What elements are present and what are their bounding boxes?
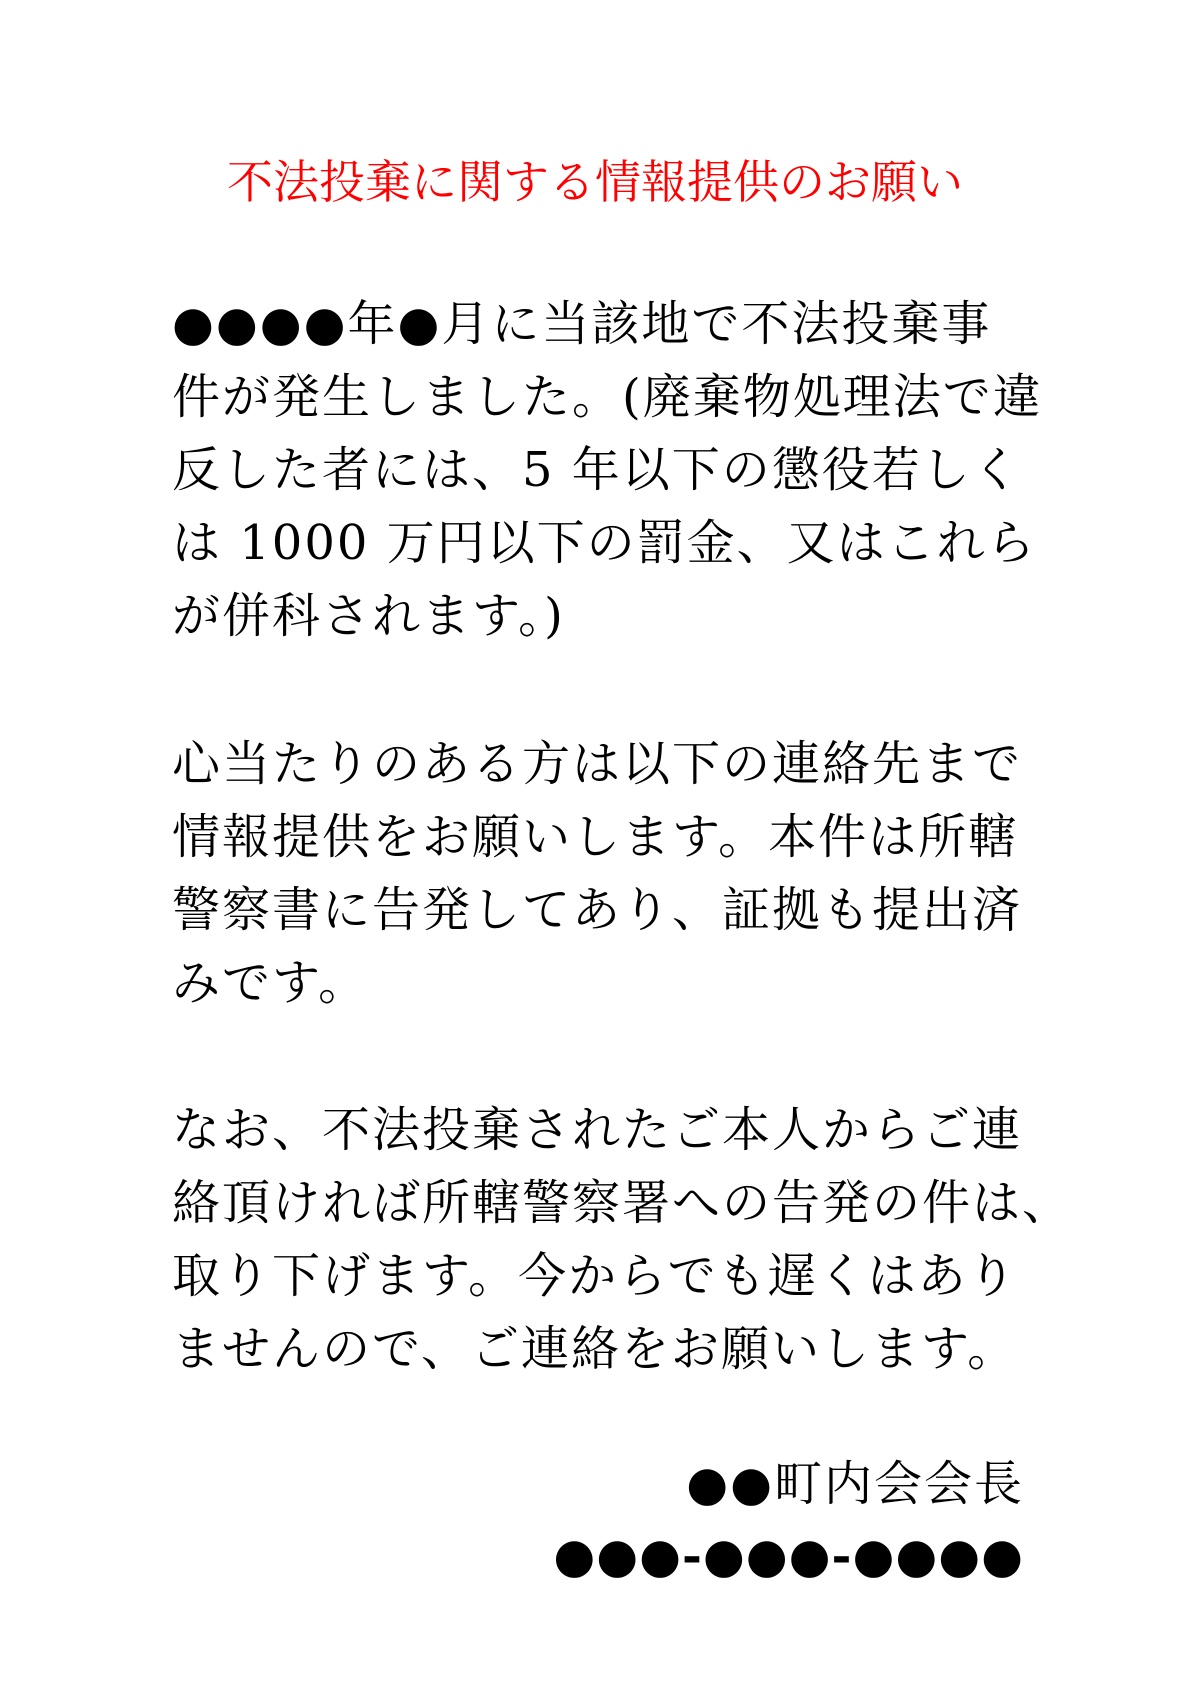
paragraph-line: みです。 (172, 955, 369, 1011)
paragraph-line: 反した者には、5 年以下の懲役若しく (172, 442, 1022, 498)
paragraph-line: は 1000 万円以下の罰金、又はこれら (172, 515, 1037, 571)
paragraph-line: 情報提供をお願いします。本件は所轄 (172, 809, 1019, 865)
paragraph-line: 心当たりのある方は以下の連絡先まで (172, 736, 1023, 792)
paragraph-line: なお、不法投棄されたご本人からご連 (172, 1102, 1023, 1158)
signature-phone: ●●●-●●●-●●●● (553, 1528, 1024, 1584)
paragraph-notice (172, 1094, 1073, 1386)
paragraph-line: 取り下げます。今からでも遅くはあり (172, 1248, 1018, 1304)
signature-organization: ●●町内会会長 (686, 1456, 1024, 1512)
paragraph-incident (172, 288, 1052, 653)
paragraph-line: ませんので、ご連絡をお願いします。 (172, 1321, 1018, 1377)
paragraph-line: 絡頂ければ所轄警察署への告発の件は、 (172, 1175, 1073, 1231)
paragraph-request (172, 728, 1052, 1020)
paragraph-line: ●●●●年●月に当該地で不法投棄事 (172, 296, 992, 352)
paragraph-line: が併科されます。) (172, 588, 565, 644)
paragraph-line: 警察書に告発してあり、証拠も提出済 (172, 882, 1023, 938)
document-title: 不法投棄に関する情報提供のお願い (227, 155, 963, 209)
paragraph-line: 件が発生しました。(廃棄物処理法で違 (172, 369, 1043, 425)
